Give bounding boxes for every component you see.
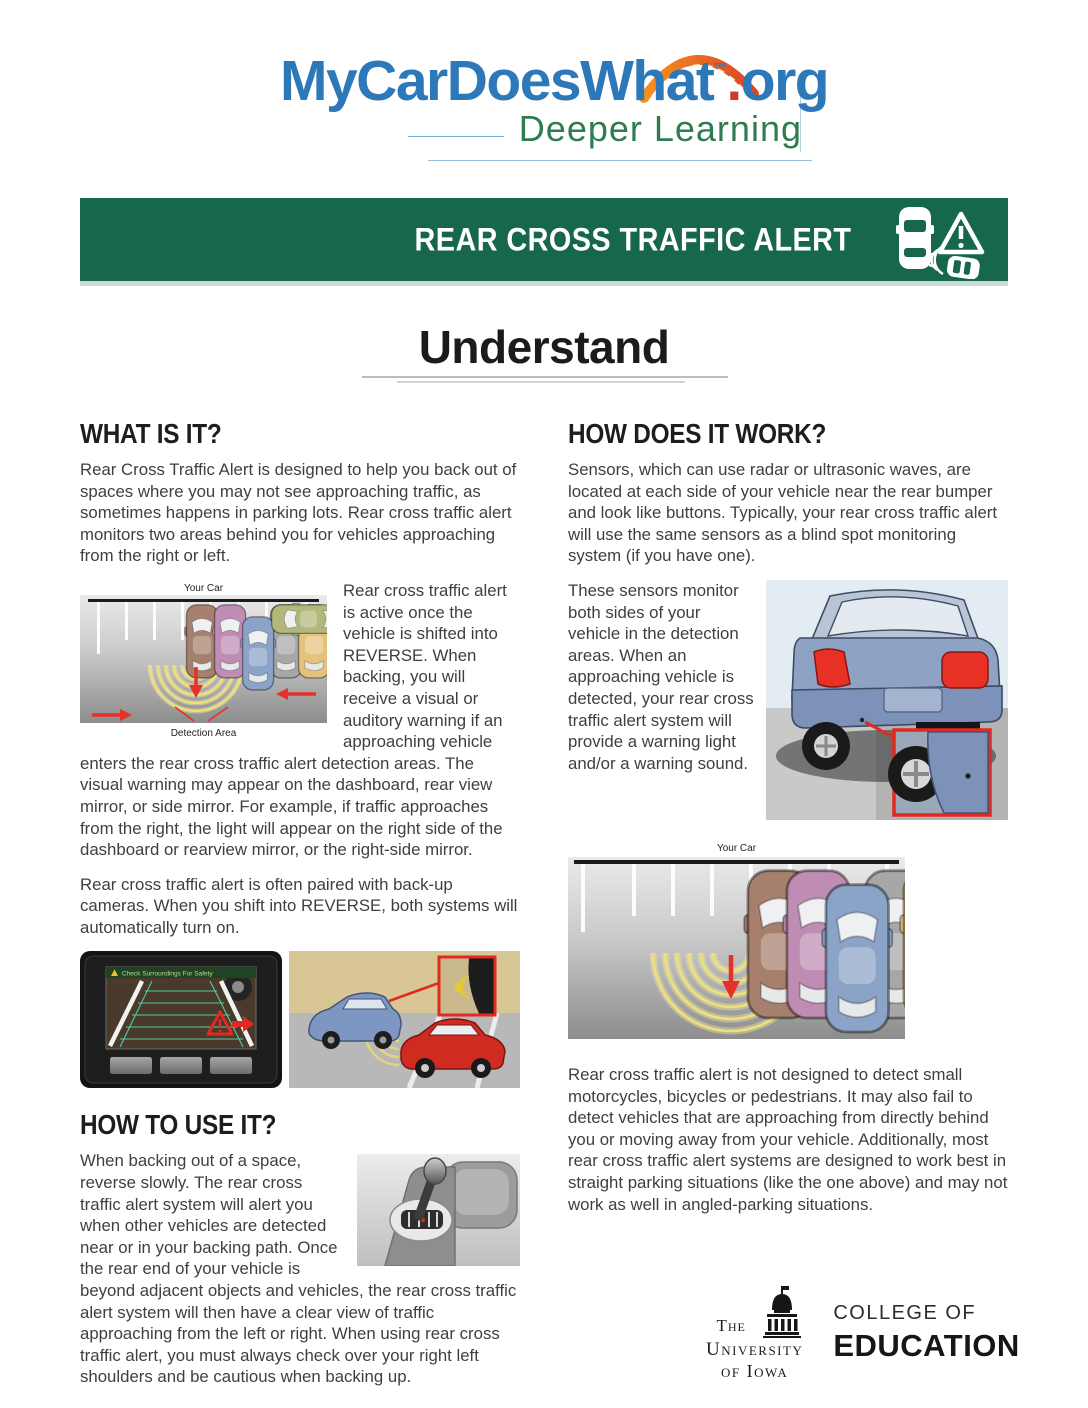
how-to-use-block — [80, 1150, 520, 1401]
your-car-label-2: Your Car — [716, 842, 757, 854]
college-of-text: COLLEGE OF — [833, 1302, 977, 1324]
brand-dot: . — [726, 49, 741, 113]
what-is-it-paragraph-3: Rear cross traffic alert is often paired with back-up cameras. When you shift into REVERSE, both systems will automatically turn on. — [80, 874, 518, 937]
what-is-it-paragraph-1: Rear Cross Traffic Alert is designed to help you back out of spaces where you may not see approaching traffic, as sometimes happens in parking lots. Rear cross traffic alert monitors two areas behind you for vehicles approaching from the right or left. — [80, 460, 517, 566]
university-footer — [706, 1290, 1020, 1381]
left-column — [80, 418, 520, 1401]
image-row — [80, 951, 520, 1093]
how-to-use-paragraph: When backing out of a space, reverse slowly. The rear cross traffic alert system will alert you when other vehicles are detected near or in your backing path. Once the rear end of your vehicle is beyond adjacent objects and vehicles, the rear cross traffic alert system will then have a clear view of traffic approaching from the left or right. When using rear cross traffic alert, you must always check over your right left shoulders and be cautious when backing up. — [80, 1151, 517, 1387]
logo-rule-under — [428, 160, 812, 161]
university-of-iowa-logo — [706, 1286, 803, 1380]
logo-tagline: Deeper Learning — [518, 108, 802, 149]
what-is-it-paragraph-2: Rear cross traffic alert is active once the vehicle is shifted into REVERSE. When backing, you will receive a visual or auditory warning if an approaching vehicle enters the rear cross traffic alert detection areas. The visual warning may appear on the dashboard, rear view mirror, or side mirror. For example, if traffic approaches from the right, the light will appear on the right side of the dashboard or rearview mirror, or the right-side mirror. — [80, 580, 507, 860]
gear-shifter-graphic — [357, 1154, 520, 1266]
your-car-detection-diagram — [568, 843, 905, 1044]
gear-shifter-image — [357, 1154, 520, 1271]
rear-bumper-sensor-image — [766, 580, 1008, 825]
page-title: Understand — [418, 321, 670, 373]
rear-cross-traffic-icon — [889, 205, 985, 279]
trademark-symbol: ™ — [713, 60, 727, 75]
how-does-it-work-heading: HOW DOES IT WORK? — [568, 418, 827, 449]
section-banner — [80, 198, 1008, 286]
banner-title: REAR CROSS TRAFFIC ALERT — [414, 221, 851, 257]
cross-traffic-graphic — [289, 951, 520, 1088]
backup-camera-screen-image — [80, 951, 282, 1093]
backup-camera-graphic — [80, 951, 282, 1088]
title-underline-2 — [397, 381, 685, 383]
univ-of-iowa: of Iowa — [721, 1361, 789, 1381]
brand-text: MyCarDoesWhat — [280, 49, 714, 113]
how-it-works-paragraph-2: These sensors monitor both sides of your vehicle in the detection areas. When an approaching vehicle is detected, your rear cross traffic alert system will provide a warning light and/or a warning sound. — [568, 580, 754, 773]
content-columns — [80, 418, 1008, 1401]
your-car-label: Your Car — [183, 582, 224, 594]
wrap-block — [80, 580, 520, 874]
how-to-use-heading: HOW TO USE IT? — [80, 1109, 277, 1141]
cross-traffic-illustration — [289, 951, 520, 1093]
detection-area-diagram — [80, 583, 327, 740]
univ-the: The — [716, 1316, 746, 1335]
site-logo — [280, 48, 829, 166]
rear-bumper-sensor-graphic — [766, 580, 1008, 820]
brand-wordmark — [280, 48, 829, 114]
brand-tld: org — [740, 49, 829, 113]
title-underline-1 — [362, 376, 728, 378]
college-of-education-logo — [833, 1302, 1019, 1364]
right-column — [568, 418, 1008, 1401]
how-it-works-paragraph-1: Sensors, which can use radar or ultrasonic waves, are located at each side of your vehicle near the rear bumper and look like buttons. Typically, your rear cross traffic alert will use the same sensors as a blind spot monitoring system (if you have one). — [568, 460, 998, 566]
detection-area-label: Detection Area — [170, 727, 237, 739]
screen-warning-text: Check Surroundings For Safety — [122, 970, 213, 978]
univ-university: University — [706, 1339, 804, 1360]
sensor-row — [568, 580, 1008, 825]
your-car-detection-graphic — [568, 857, 905, 1039]
how-it-works-paragraph-3: Rear cross traffic alert is not designed to detect small motorcycles, bicycles or pedestrians. It may also fail to detect vehicles that are approaching from directly behind you or moving away from your vehicle. Additionally, most rear cross traffic alert systems are designed to work best in straight parking situations (like the one above) and may not work as well in angled-parking situations. — [568, 1064, 1008, 1214]
old-capitol-dome-icon — [761, 1286, 803, 1338]
education-text: EDUCATION — [833, 1328, 1020, 1363]
detection-area-graphic — [80, 595, 327, 723]
what-is-it-heading: WHAT IS IT? — [80, 418, 222, 449]
